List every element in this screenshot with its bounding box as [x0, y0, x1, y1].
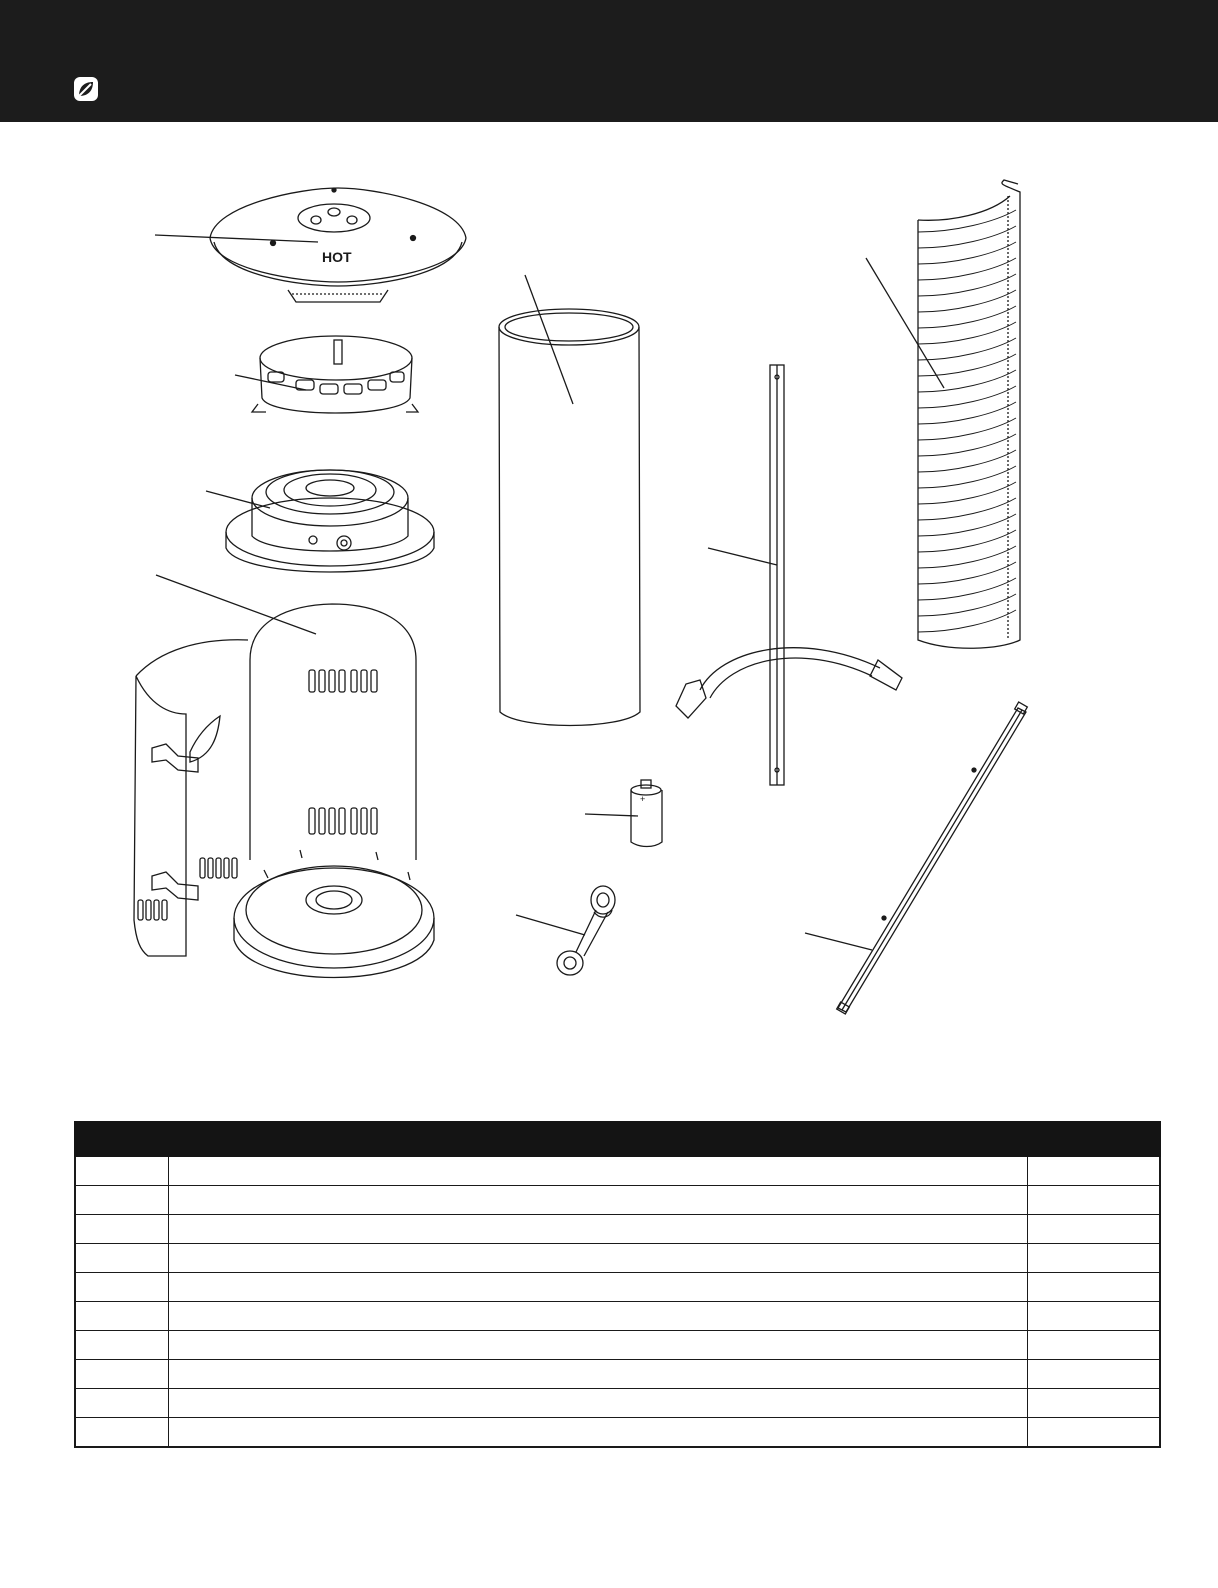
reflector-top: [155, 188, 466, 302]
cell-description: [168, 1156, 1027, 1186]
exploded-parts-diagram: [0, 150, 1218, 1050]
cell-qty: [1027, 1360, 1160, 1389]
table-row: [75, 1331, 1160, 1360]
table-row: [75, 1418, 1160, 1448]
tank-housing-cylinder: [156, 575, 434, 978]
cell-description: [168, 1186, 1027, 1215]
cell-qty: [1027, 1302, 1160, 1331]
cell-description: [168, 1331, 1027, 1360]
cell-part: [75, 1244, 168, 1273]
table-row: [75, 1273, 1160, 1302]
parts-list-table: [74, 1121, 1161, 1448]
table-row: [75, 1389, 1160, 1418]
cell-description: [168, 1302, 1027, 1331]
table-row: [75, 1156, 1160, 1186]
cell-description: [168, 1360, 1027, 1389]
side-door-panel: [134, 640, 248, 956]
cell-qty: [1027, 1186, 1160, 1215]
burner-assembly: [206, 470, 434, 572]
cell-qty: [1027, 1331, 1160, 1360]
cell-qty: [1027, 1389, 1160, 1418]
battery: [585, 780, 662, 847]
header-qty-col: [1027, 1122, 1160, 1156]
cell-part: [75, 1418, 168, 1448]
cell-part: [75, 1389, 168, 1418]
cell-qty: [1027, 1244, 1160, 1273]
leaf-icon: [73, 76, 99, 102]
wheel-axle-assembly: [516, 886, 615, 975]
support-pole-with-hose: [676, 365, 902, 785]
mesh-lines: [918, 210, 1016, 632]
cell-part: [75, 1215, 168, 1244]
header-description-col: [168, 1122, 1027, 1156]
vent-slots-upper: [309, 670, 377, 692]
page-header: [0, 0, 1218, 122]
cell-part: [75, 1186, 168, 1215]
table-row: [75, 1186, 1160, 1215]
protective-mesh-guard: [866, 180, 1020, 648]
table-row: [75, 1244, 1160, 1273]
table-header-row: [75, 1122, 1160, 1156]
table-row: [75, 1302, 1160, 1331]
cell-qty: [1027, 1156, 1160, 1186]
cell-description: [168, 1244, 1027, 1273]
cell-part: [75, 1156, 168, 1186]
cell-description: [168, 1215, 1027, 1244]
cell-description: [168, 1389, 1027, 1418]
cell-qty: [1027, 1418, 1160, 1448]
vent-slots-lower: [309, 808, 377, 834]
cell-qty: [1027, 1273, 1160, 1302]
cell-description: [168, 1418, 1027, 1448]
cell-part: [75, 1360, 168, 1389]
svg-text:+: +: [640, 794, 646, 804]
cell-part: [75, 1273, 168, 1302]
glass-tube: [499, 275, 640, 726]
burner-support-ring: [235, 336, 418, 413]
cell-part: [75, 1331, 168, 1360]
table-row: [75, 1215, 1160, 1244]
cell-description: [168, 1273, 1027, 1302]
table-row: [75, 1360, 1160, 1389]
hot-label: HOT: [322, 249, 352, 265]
cell-qty: [1027, 1215, 1160, 1244]
guard-support-rod: [805, 702, 1027, 1014]
cell-part: [75, 1302, 168, 1331]
door-vent-slots: [138, 858, 237, 920]
header-part-col: [75, 1122, 168, 1156]
